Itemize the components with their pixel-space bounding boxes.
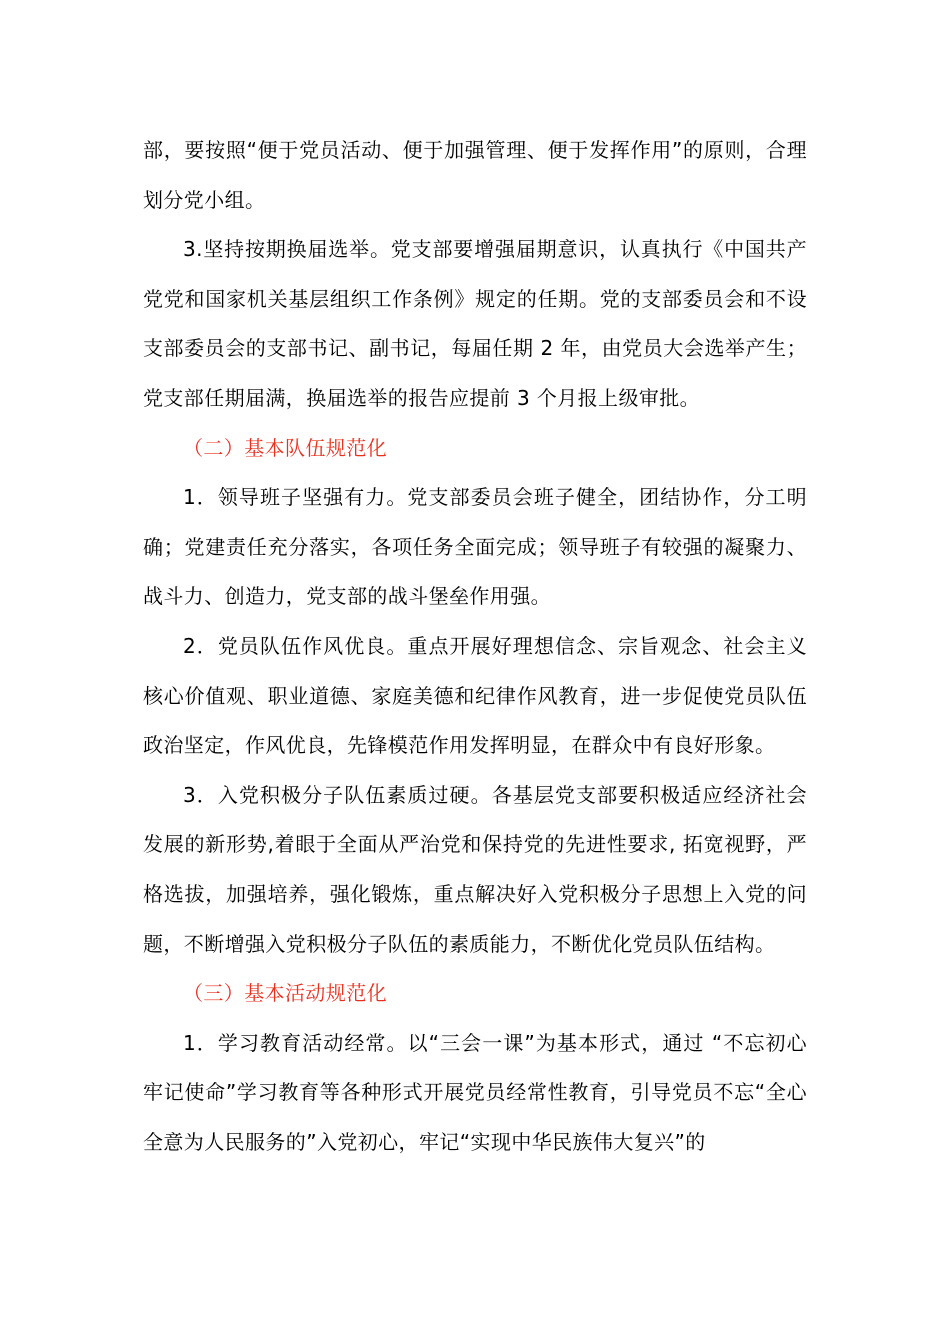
paragraph-3: 1．领导班子坚强有力。党支部委员会班子健全，团结协作，分工明确；党建责任充分落实，各项任务全面完成；领导班子有较强的凝聚力、战斗力、创造力，党支部的战斗堡垒作用强。 [143,485,807,609]
paragraph-1: 部，要按照“便于党员活动、便于加强管理、便于发挥作用”的原则，合理划分党小组。 [143,138,807,212]
paragraph-5: 3．入党积极分子队伍素质过硬。各基层党支部要积极适应经济社会发展的新形势,着眼于全面从严治党和保持党的先进性要求, 拓宽视野，严格选拔，加强培养，强化锻炼，重点解决好入党积极分子思想上入党的问题，不断增强入党积极分子队伍的素质能力，不断优化党员队伍结构。 [143,782,807,956]
paragraph-4: 2．党员队伍作风优良。重点开展好理想信念、宗旨观念、社会主义核心价值观、职业道德、家庭美德和纪律作风教育，进一步促使党员队伍政治坚定，作风优良，先锋模范作用发挥明显，在群众中有良好形象。 [143,633,807,758]
document-page [143,126,807,1167]
section-heading-2: （二）基本队伍规范化 [183,435,387,460]
section-heading-3: （三）基本活动规范化 [183,981,387,1006]
paragraph-2: 3.坚持按期换届选举。党支部要增强届期意识，认真执行《中国共产党党和国家机关基层组织工作条例》规定的任期。党的支部委员会和不设支部委员会的支部书记、副书记，每届任期 2 年，由党员大会选举产生；党支部任期届满，换届选举的报告应提前 3 个月报上级审批。 [143,237,807,410]
paragraph-6: 1．学习教育活动经常。以“三会一课”为基本形式，通过 “不忘初心 牢记使命”学习教育等各种形式开展党员经常性教育，引导党员不忘“全心全意为人民服务的”入党初心，牢记“实现中华民族伟大复兴”的 [143,1030,807,1154]
